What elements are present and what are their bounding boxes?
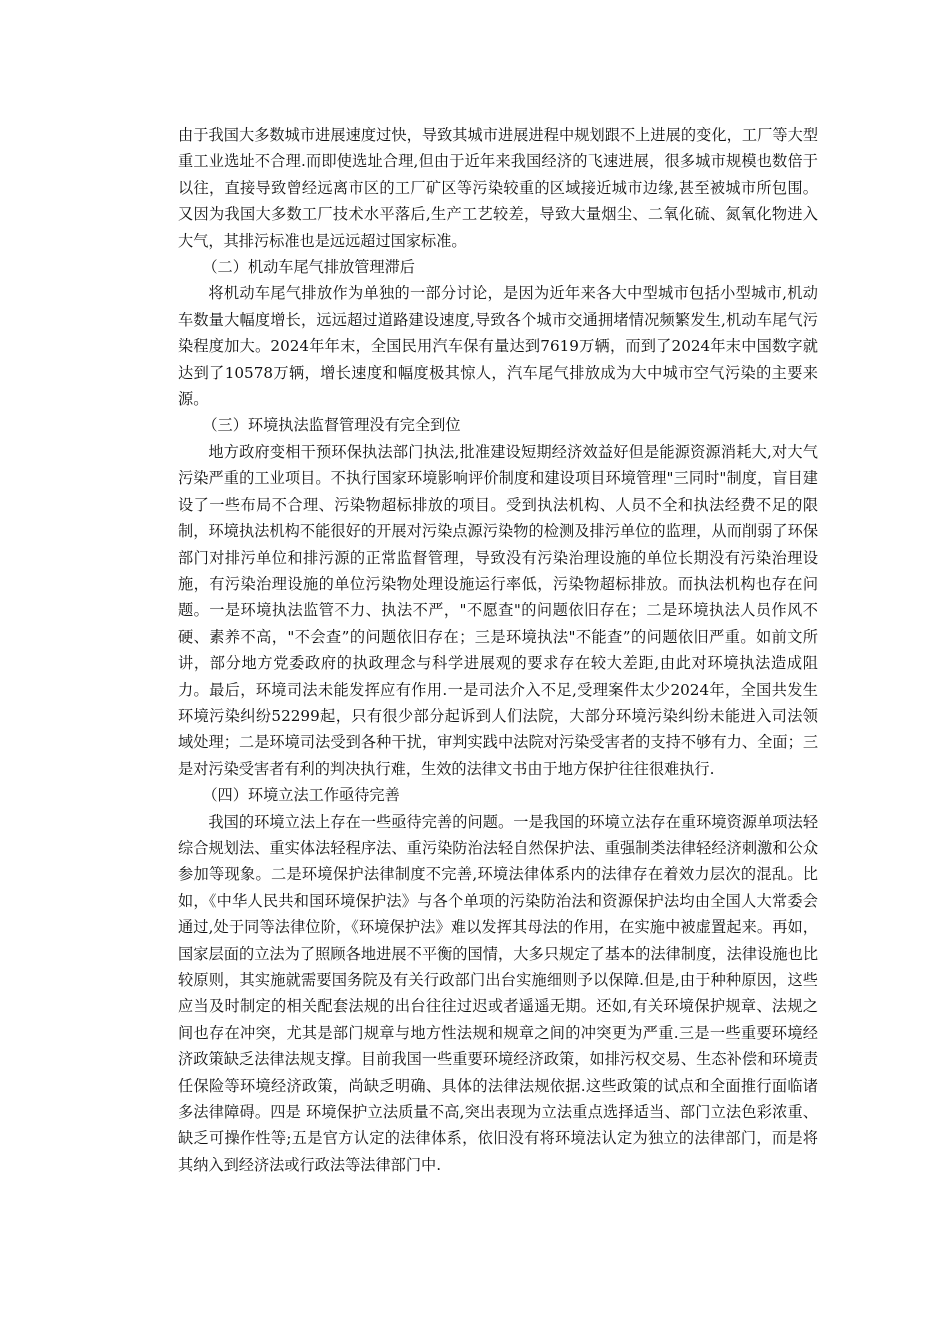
- paragraph-urban-planning: 由于我国大多数城市进展速度过快，导致其城市进展进程中规划跟不上进展的变化，工厂等大型重工业选址不合理.而即使选址合理,但由于近年来我国经济的飞速进展，很多城市规模也数倍于以往，直接导致曾经远离市区的工厂矿区等污染较重的区域接近城市边缘,甚至被城市所包围。又因为我国大多数工厂技术水平落后,生产工艺较差，导致大量烟尘、二氧化硫、氮氧化物进入大气，其排污标准也是远远超过国家标准。: [178, 126, 818, 250]
- paragraph-legislation: 我国的环境立法上存在一些亟待完善的问题。一是我国的环境立法存在重环境资源单项法轻综合规划法、重实体法轻程序法、重污染防治法轻自然保护法、重强制类法律轻经济刺激和公众参加等现象。二是环境保护法律制度不完善,环境法律体系内的法律存在着效力层次的混乱。比如，《中华人民共和国环境保护法》与各个单项的污染防治法和资源保护法均由全国人大常委会通过,处于同等法律位阶，《环境保护法》难以发挥其母法的作用，在实施中被虚置起来。再如，国家层面的立法为了照顾各地进展不平衡的国情，大多只规定了基本的法律制度，法律设施也比较原则，其实施就需要国务院及有关行政部门出台实施细则予以保障.但是,由于种种原因，这些应当及时制定的相关配套法规的出台往往过迟或者遥遥无期。还如,有关环境保护规章、法规之间也存在冲突，尤其是部门规章与地方性法规和规章之间的冲突更为严重.三是一些重要环境经济政策缺乏法律法规支撑。目前我国一些重要环境经济政策，如排污权交易、生态补偿和环境责任保险等环境经济政策，尚缺乏明确、具体的法律法规依据.这些政策的试点和全面推行面临诸多法律障碍。四是 环境保护立法质量不高,突出表现为立法重点选择适当、部门立法色彩浓重、缺乏可操作性等;五是官方认定的法律体系，依旧没有将环境法认定为独立的法律部门，而是将其纳入到经济法或行政法等法律部门中.: [178, 812, 818, 1174]
- section-heading-law-enforcement: （三）环境执法监督管理没有完全到位: [202, 416, 461, 435]
- document-page: [178, 122, 818, 1178]
- section-heading-vehicle-emissions: （二）机动车尾气排放管理滞后: [202, 258, 415, 277]
- paragraph-vehicle-emissions: 将机动车尾气排放作为单独的一部分讨论，是因为近年来各大中型城市包括小型城市,机动车数量大幅度增长，远远超过道路建设速度,导致各个城市交通拥堵情况频繁发生,机动车尾气污染程度加大。2024年年末，全国民用汽车保有量达到7619万辆，而到了2024年末中国数字就达到了10578万辆，增长速度和幅度极其惊人，汽车尾气排放成为大中城市空气污染的主要来源。: [178, 284, 818, 409]
- paragraph-law-enforcement: 地方政府变相干预环保执法部门执法,批准建设短期经济效益好但是能源资源消耗大,对大气污染严重的工业项目。不执行国家环境影响评价制度和建设项目环境管理"三同时"制度，盲目建设了一些布局不合理、污染物超标排放的项目。受到执法机构、人员不全和执法经费不足的限制，环境执法机构不能很好的开展对污染点源污染物的检测及排污单位的监理，从而削弱了环保部门对排污单位和排污源的正常监督管理，导致没有污染治理设施的单位长期没有污染治理设施，有污染治理设施的单位污染物处理设施运行率低，污染物超标排放。而执法机构也存在问题。一是环境执法监管不力、执法不严，"不愿查"的问题依旧存在；二是环境执法人员作风不硬、素养不高，"不会查”的问题依旧存在；三是环境执法"不能查”的问题依旧严重。如前文所讲，部分地方党委政府的执政理念与科学进展观的要求存在较大差距,由此对环境执法造成阻力。最后，环境司法未能发挥应有作用.一是司法介入不足,受理案件太少2024年，全国共发生环境污染纠纷52299起，只有很少部分起诉到人们法院，大部分环境污染纠纷未能进入司法领域处理；二是环境司法受到各种干扰，审判实践中法院对污染受害者的支持不够有力、全面；三是对污染受害者有利的判决执行难，生效的法律文书由于地方保护往往很难执行.: [178, 442, 818, 778]
- section-heading-legislation: （四）环境立法工作亟待完善: [202, 786, 400, 805]
